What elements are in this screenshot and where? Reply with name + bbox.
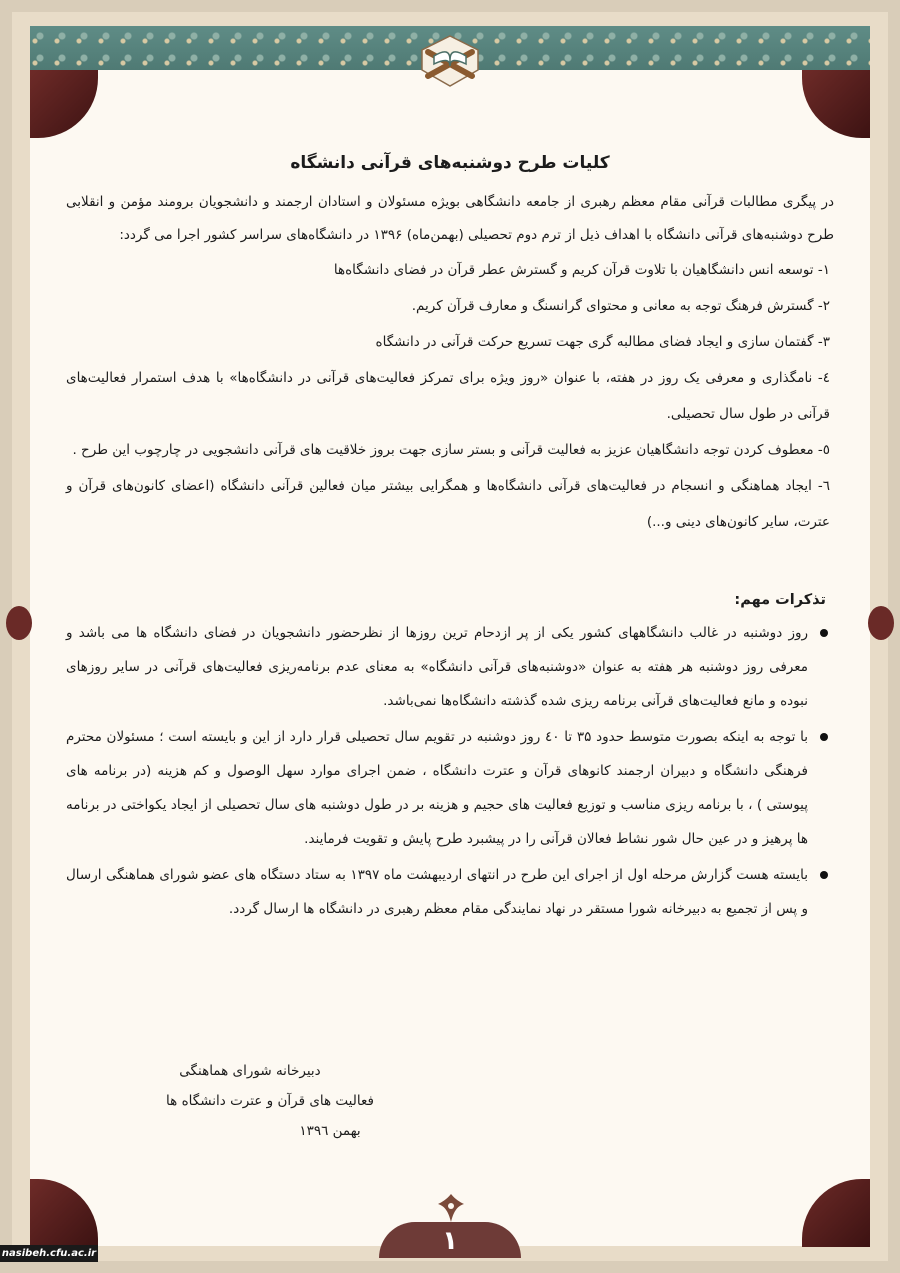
goal-item: ۱- توسعه انس دانشگاهیان با تلاوت قرآن کریم و گسترش عطر قرآن در فضای دانشگاه‌ها bbox=[333, 262, 830, 278]
goal-item: ٥- معطوف کردن توجه دانشگاهیان عزیز به فعالیت قرآنی و بستر سازی جهت بروز خلاقیت های قرآنی دانشجویی در چارچوب این طرح . bbox=[72, 442, 830, 458]
side-ornament-left bbox=[6, 606, 32, 640]
goal-item: ٦- ایجاد هماهنگی و انسجام در فعالیت‌های قرآنی دانشگاه‌ها و همگرایی بیشتر میان فعالین قرآنی دانشگاه (اعضای کانون‌های قرآن و عترت، سایر کانون‌های دینی و...) bbox=[66, 478, 830, 530]
note-text: روز دوشنبه در غالب دانشگاههای کشور یکی از پر ازدحام ترین روزها از نظرحضور دانشجویان در فضای دانشگاه ها می باشد و معرفی روز دوشنبه هر هفته به عنوان «دوشنبه‌های قرآنی دانشگاه» به معنای عدم برنامه‌ریزی فعالیت‌های قرآنی در سایر روزهای نبوده و مانع فعالیت‌های قرآنی برنامه ریزی شده گذشته دانشگاه‌ها نمی‌باشد. bbox=[66, 625, 808, 709]
bullet-dot-icon bbox=[820, 629, 828, 637]
side-ornament-right bbox=[868, 606, 894, 640]
note-text: با توجه به اینکه بصورت متوسط حدود ۳۵ تا ٤٠ روز دوشنبه در تقویم سال تحصیلی قرار دارد از این و بایسته است ؛ مسئولان محترم فرهنگی دانشگاه و دبیران ارجمند کانوهای قرآن و عترت دانشگاه ، ضمن اجرای موارد سهل الوصول و کم هزینه (در برنامه های پیوستی ) ، با برنامه ریزی مناسب و توزیع فعالیت های حجیم و هزینه بر در طول دوشنبه های سال تحصیلی از ایجاد یکواختی در برنامه ها پرهیز و در عین حال شور نشاط فعالان قرآنی را در پیشبرد طرح پایش و تقویت فرمایند. bbox=[66, 729, 808, 847]
signature-office: دبیرخانه شورای هماهنگی bbox=[179, 1063, 321, 1079]
note-item bbox=[66, 616, 834, 718]
goal-item: ۳- گفتمان سازی و ایجاد فضای مطالبه گری جهت تسریع حرکت قرآنی در دانشگاه bbox=[375, 334, 830, 350]
site-watermark: nasibeh.cfu.ac.ir bbox=[0, 1245, 98, 1262]
note-item bbox=[66, 858, 834, 926]
notes-list bbox=[66, 616, 834, 926]
intro-paragraph: در پیگری مطالبات قرآنی مقام معظم رهبری از جامعه دانشگاهی بویژه مسئولان و استادان ارجمند و دانشجویان برومند مؤمن و انقلابی طرح دوشنبه‌های قرآنی دانشگاه با اهداف ذیل از ترم دوم تحصیلی (بهمن‌ماه) ۱۳۹۶ در دانشگاه‌های سراسر کشور اجرا می گردد: bbox=[66, 194, 834, 243]
goal-item: ۲- گسترش فرهنگ توجه به معانی و محتوای گرانسنگ و معارف قرآن کریم. bbox=[411, 298, 830, 314]
note-text: بایسته هست گزارش مرحله اول از اجرای این طرح در انتهای اردیبهشت ماه ۱۳۹۷ به ستاد دستگاه های عضو شورای هماهنگی ارسال و پس از تجمیع به دبیرخانه شورا مستقر در نهاد نمایندگی مقام معظم رهبری در دانشگاه ها ارسال گردد. bbox=[66, 867, 809, 917]
document-body bbox=[66, 150, 834, 928]
document-title: کلیات طرح دوشنبه‌های قرآنی دانشگاه bbox=[290, 153, 610, 173]
goal-item: ٤- نامگذاری و معرفی یک روز در هفته، با عنوان «روز ویژه برای تمرکز فعالیت‌های قرآنی در دانشگاه‌ها» با هدف استمرار فعالیت‌های قرآنی در طول سال تحصیلی. bbox=[66, 370, 830, 422]
signature-date: بهمن ۱۳۹٦ bbox=[299, 1123, 361, 1139]
quran-on-stand-icon bbox=[414, 30, 486, 92]
page-number: ۱ bbox=[379, 1222, 521, 1258]
notes-heading: تذکرات مهم: bbox=[734, 592, 826, 608]
floral-ornament-icon bbox=[434, 1192, 468, 1224]
signature-department: فعالیت های قرآن و عترت دانشگاه ها bbox=[166, 1093, 374, 1109]
signature-block bbox=[120, 1056, 420, 1146]
bullet-dot-icon bbox=[820, 733, 828, 741]
note-item bbox=[66, 720, 834, 856]
bullet-dot-icon bbox=[820, 871, 828, 879]
